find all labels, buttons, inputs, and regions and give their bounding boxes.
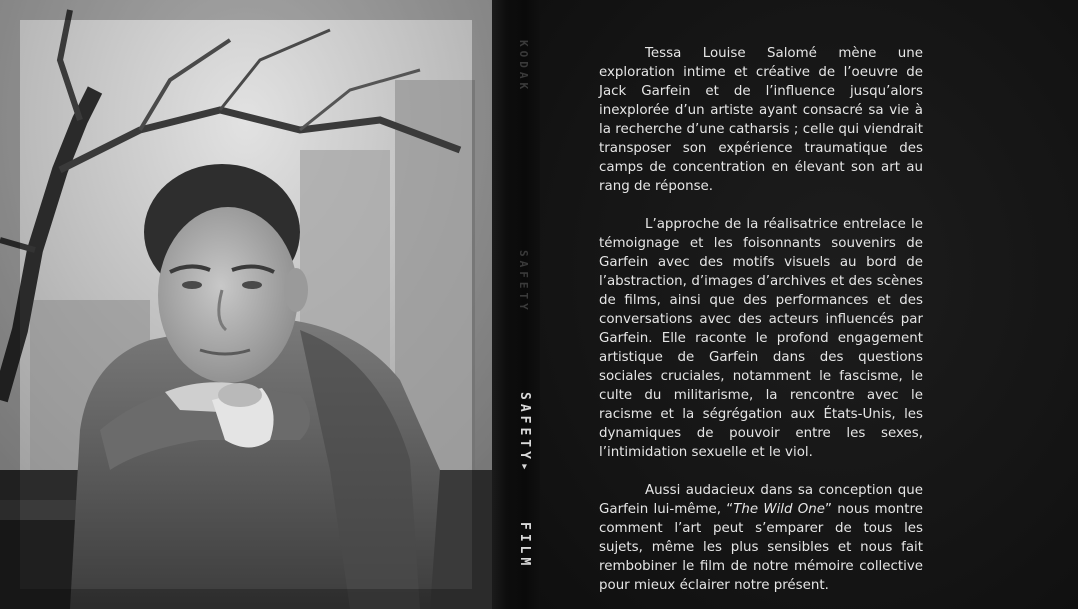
- portrait-photo: [0, 0, 492, 609]
- film-edge-labels: [516, 0, 534, 609]
- synopsis-paragraph-3: [599, 481, 923, 595]
- film-edge-faint-label-1: KODAK: [517, 40, 530, 94]
- synopsis-text: [599, 44, 923, 609]
- film-title: The Wild One: [733, 502, 826, 517]
- film-edge-film-label: FILM: [517, 522, 532, 570]
- synopsis-paragraph-2: L’approche de la réalisatrice entrelace le témoignage et les foisonnants souvenirs de Garfein avec des motifs visuels au bord de l’abstraction, d’images d’archives et des scènes de films, ainsi que des performances et des conversations avec des acteurs influencés par Garfein. Elle raconte le profond engagement artistique de Garfein dans des questions sociales cruciales, notamment le fascisme, le culte du militarisme, la rencontre avec le racisme et la ségrégation aux États-Unis, les dynamiques de pouvoir entre les sexes, l’intimidation sexuelle et le viol.: [599, 217, 923, 460]
- film-edge-safety-label: SAFETY▸: [517, 392, 532, 475]
- synopsis-paragraph-1: Tessa Louise Salomé mène une exploration intime et créative de l’oeuvre de Jack Garfein et de l’influence jusqu’alors inexplorée d’un artiste ayant consacré sa vie à la recherche d’une catharsis ; celle qui viendrait transposer son expérience traumatique des camps de concentration en élevant son art au rang de réponse.: [599, 46, 923, 194]
- paragraph-3-before-title: Aussi audacieux dans sa conception que Garfein lui-même, “: [599, 483, 923, 517]
- portrait-illustration: [0, 0, 492, 609]
- film-edge-faint-label-2: SAFETY: [517, 250, 530, 314]
- paragraph-3-after-title: ” nous montre comment l’art peut s’emparer de tous les sujets, même les plus sensibles et nous fait rembobiner le film de notre mémoire collective pour mieux éclairer notre présent.: [599, 502, 923, 593]
